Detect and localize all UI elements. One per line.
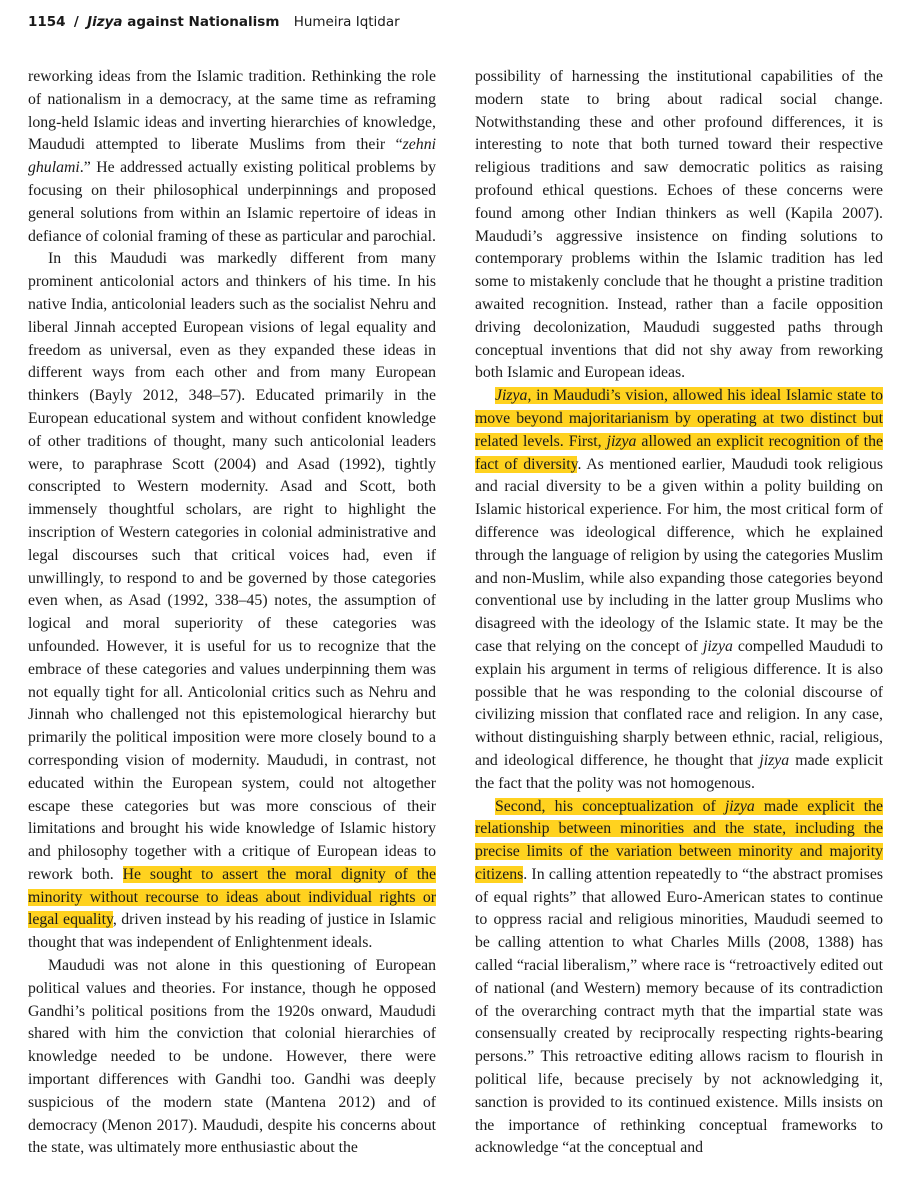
paragraph <box>475 796 883 1161</box>
running-head <box>28 14 400 30</box>
text-run: made explicit the fact that the polity was not homogenous. <box>475 751 883 792</box>
right-column <box>475 66 883 1160</box>
italic-term: zehni ghulami <box>28 136 436 177</box>
left-column <box>28 66 436 1160</box>
paragraph <box>28 248 436 955</box>
article-title-rest: against Nationalism <box>122 14 280 30</box>
text-run: compelled Maududi to explain his argument in terms of religious difference. It is also possible that he was responding to the colonial discourse of civilizing mission that conflated race and religion. In any case, without distinguishing sharply between ethnic, racial, religious, and ideological difference, he thought that <box>475 637 883 769</box>
text-run: reworking ideas from the Islamic tradition. Rethinking the role of nationalism in a democracy, at the same time as reframing long-held Islamic ideas and inverting hierarchies of knowledge, Maududi attempted to liberate Muslims from their “ <box>28 68 436 154</box>
italic-term: jizya <box>703 637 733 655</box>
italic-term: jizya <box>759 751 790 769</box>
text-run: In this Maududi was markedly different from many prominent anticolonial actors and thinkers of his time. In his native India, anticolonial leaders such as the socialist Nehru and liberal Jinnah accepted European visions of legal equality and freedom as universal, even as they expanded these ideas in different ways from each other and from many European thinkers (Bayly 2012, 348–57). Educated primarily in the European educational system and without confident knowledge of other traditions of thought, many such anticolonial leaders were, to paraphrase Scott (2004) and Asad (1992), tightly conscripted to Western modernity. Asad and Scott, both immensely thoughtful scholars, are right to highlight the inscription of Western categories in colonial administrative and legal discourses such that critical voices had, even if unwillingly, to respond to and be governed by those categories even when, as Asad (1992, 338–45) notes, the assumption of logical and moral superiority of these categories was unfounded. However, it is useful for us to recognize that the embrace of these categories and values underpinning them was not equally tight for all. Anticolonial critics such as Nehru and Jinnah who challenged not this epistemological hierarchy but primarily the political imposition were more closely bound to a corresponding vision of modernity. Maududi, in contrast, not educated within the European system, could not altogether escape these categories but was more conscious of their limitations and brought his wide knowledge of Islamic history and philosophy together with a critique of European ideas to rework both. <box>28 250 436 883</box>
text-run: .” He addressed actually existing political problems by focusing on their philosophical underpinnings and proposed general solutions from within an Islamic repertoire of ideas in defiance of colonial framing of these as particular and parochial. <box>28 159 436 245</box>
text-run: . In calling attention repeatedly to “the abstract promises of equal rights” that allowed Euro-American states to continue to oppress racial and religious minorities, Maududi seemed to be calling attention to what Charles Mills (2008, 1388) has called “racial liberalism,” where race is “retroactively edited out of national (and Western) memory because of its contradiction of the overarching contract myth that the impartial state was consensually created by reciprocally respecting rights-bearing persons.” This retroactive editing allows racism to flourish in political life, because precisely by not acknowledging it, sanction is provided to its continued existence. Mills insists on the importance of rethinking conceptual frameworks to acknowledge “at the conceptual and <box>475 865 883 1157</box>
paragraph <box>475 66 883 385</box>
article-title <box>87 14 279 30</box>
italic-term: jizya <box>724 797 755 815</box>
page-number: 1154 <box>28 14 66 30</box>
paragraph <box>28 955 436 1160</box>
text-run: allowed an explicit recognition of the fact of diversity <box>475 432 883 473</box>
text-run: . As mentioned earlier, Maududi took religious and racial diversity to be a given within a polity building on Islamic historical experience. For him, the most critical form of difference was ideological difference, which he explained through the language of religion by using the categories Muslim and non-Muslim, while also expanding those categories beyond conventional use by including in the latter group Muslims who disagreed with the ideology of the Islamic state. It may be the case that relying on the concept of <box>475 455 883 655</box>
highlighted-text: He sought to assert the moral dignity of the minority without recourse to ideas about individual rights or legal equality <box>28 865 437 929</box>
text-run: possibility of harnessing the institutional capabilities of the modern state to bring about radical social change. Notwithstanding these and other profound differences, it is interesting to note that both turned toward their respective religious traditions and saw democratic politics as raising profound ethical questions. Echoes of these concerns were found among other Indian thinkers as well (Kapila 2007). Maududi’s aggressive insistence on finding solutions to contemporary problems within the Islamic tradition has led some to mistakenly conclude that he thought a pristine tradition awaited recognition. Instead, rather than a facile opposition driving decolonization, Maududi suggested paths through conceptual inventions that did not shy away from reworking both Islamic and European ideas. <box>475 68 883 382</box>
italic-term: jizya <box>606 432 637 450</box>
paragraph <box>28 66 436 248</box>
text-run: made explicit the relationship between minorities and the state, including the precise limits of the variation between minority and majority citizens <box>475 797 883 883</box>
paragraph <box>475 385 883 795</box>
header-separator: / <box>73 14 79 30</box>
text-run: Second, his conceptualization of <box>495 797 725 815</box>
text-run: , in Maududi’s vision, allowed his ideal Islamic state to move beyond majoritarianism by operating at two distinct but related levels. First, <box>475 387 883 450</box>
text-run: Maududi was not alone in this questioning of European political values and theories. For instance, though he opposed Gandhi’s political positions from the 1920s onward, Maududi shared with him the conviction that colonial hierarchies of knowledge needed to be undone. However, there were important differences with Gandhi too. Gandhi was deeply suspicious of the modern state (Mantena 2012) and of democracy (Menon 2017). Maududi, despite his concerns about the state, was ultimately more enthusiastic about the <box>28 957 436 1157</box>
author-name: Humeira Iqtidar <box>293 14 400 30</box>
italic-term: Jizya <box>495 387 528 405</box>
article-title-italic: Jizya <box>87 14 123 30</box>
text-run: , driven instead by his reading of justice in Islamic thought that was independent of Enlightenment ideals. <box>28 911 436 952</box>
